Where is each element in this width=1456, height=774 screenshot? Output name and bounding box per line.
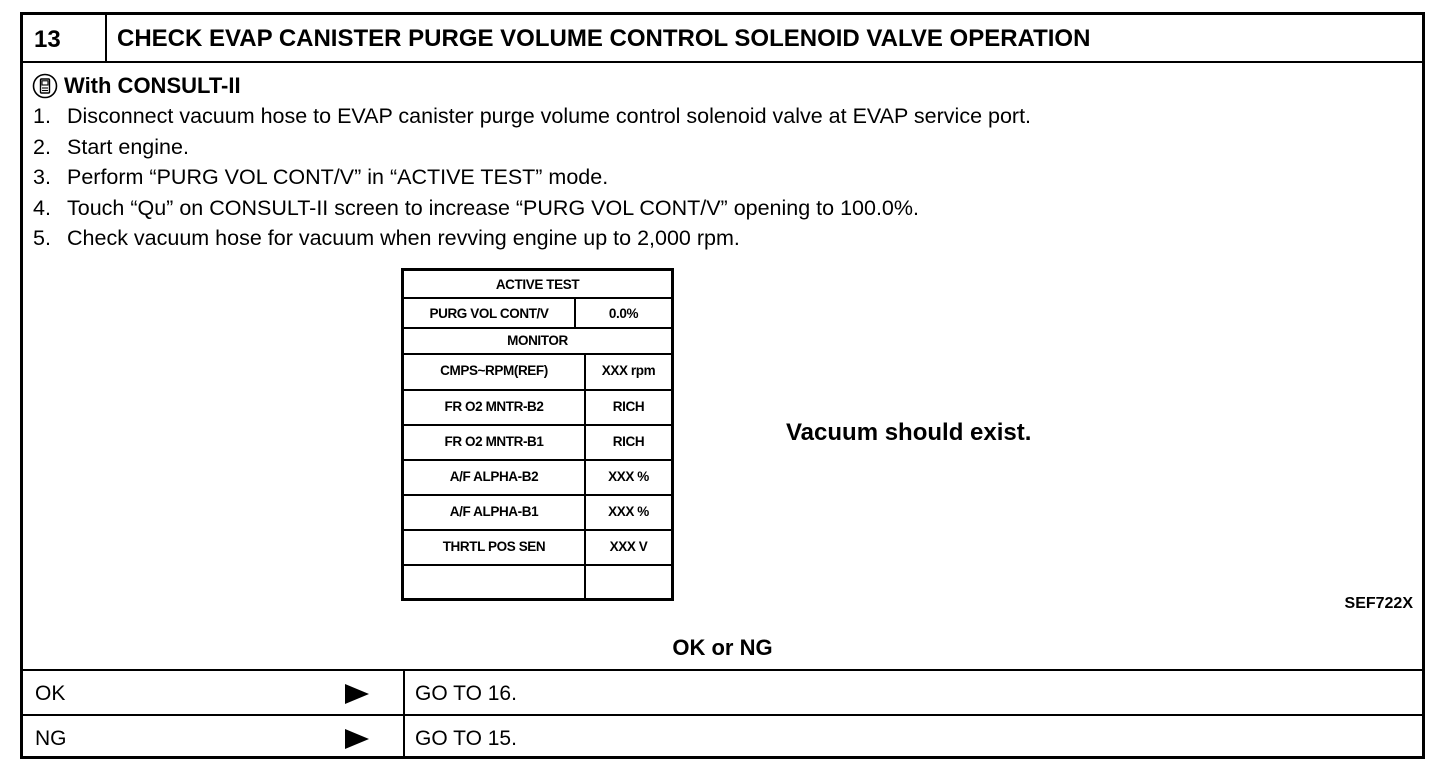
arrow-right-icon	[345, 729, 369, 749]
active-test-title: ACTIVE TEST	[495, 277, 580, 292]
monitor-item: CMPS~RPM(REF)	[440, 363, 548, 378]
monitor-value: XXX V	[609, 539, 648, 554]
monitor-item: THRTL POS SEN	[442, 539, 546, 554]
test-item-label: PURG VOL CONT/V	[429, 306, 549, 321]
consult-label: With CONSULT-II	[64, 73, 241, 98]
test-item-value: 0.0%	[608, 306, 639, 321]
list-item: 5. Check vacuum hose for vacuum when revving engine up to 2,000 rpm.	[33, 226, 740, 250]
outcome-action: GO TO 16.	[415, 682, 517, 705]
outcome-row-ng	[23, 714, 1422, 759]
figure-id: SEF722X	[1344, 595, 1413, 612]
monitor-value: XXX %	[608, 504, 649, 519]
outcome-action: GO TO 15.	[415, 727, 517, 750]
list-item: 1. Disconnect vacuum hose to EVAP canister purge volume control solenoid valve at EVAP service port.	[33, 104, 1032, 128]
monitor-title: MONITOR	[507, 333, 568, 348]
result-note: Vacuum should exist.	[786, 419, 1032, 446]
monitor-value: RICH	[612, 434, 645, 449]
decision-label: OK or NG	[672, 635, 773, 660]
monitor-item: FR O2 MNTR-B2	[444, 399, 544, 414]
outcome-label: NG	[35, 727, 67, 750]
list-item: 3. Perform “PURG VOL CONT/V” in “ACTIVE TEST” mode.	[33, 165, 609, 189]
monitor-value: RICH	[612, 399, 645, 414]
outcome-label: OK	[35, 682, 66, 705]
procedure-steps	[33, 101, 1031, 254]
list-item: 2. Start engine.	[33, 134, 189, 159]
outcome-row-ok	[23, 669, 1422, 714]
step-title: CHECK EVAP CANISTER PURGE VOLUME CONTROL SOLENOID VALVE OPERATION	[117, 25, 1091, 52]
monitor-item: FR O2 MNTR-B1	[444, 434, 544, 449]
step-header	[23, 15, 1422, 63]
monitor-value: XXX rpm	[601, 363, 656, 378]
arrow-right-icon	[345, 684, 369, 704]
monitor-item: A/F ALPHA-B2	[449, 469, 539, 484]
monitor-value: XXX %	[608, 469, 649, 484]
step-number: 13	[23, 15, 107, 61]
procedure-frame	[20, 12, 1425, 759]
consult-tester-icon	[32, 73, 58, 99]
list-item: 4. Touch “Qu” on CONSULT-II screen to increase “PURG VOL CONT/V” opening to 100.0%.	[33, 195, 919, 220]
consult-heading	[32, 73, 241, 99]
monitor-item: A/F ALPHA-B1	[449, 504, 539, 519]
active-test-screen	[401, 268, 674, 601]
